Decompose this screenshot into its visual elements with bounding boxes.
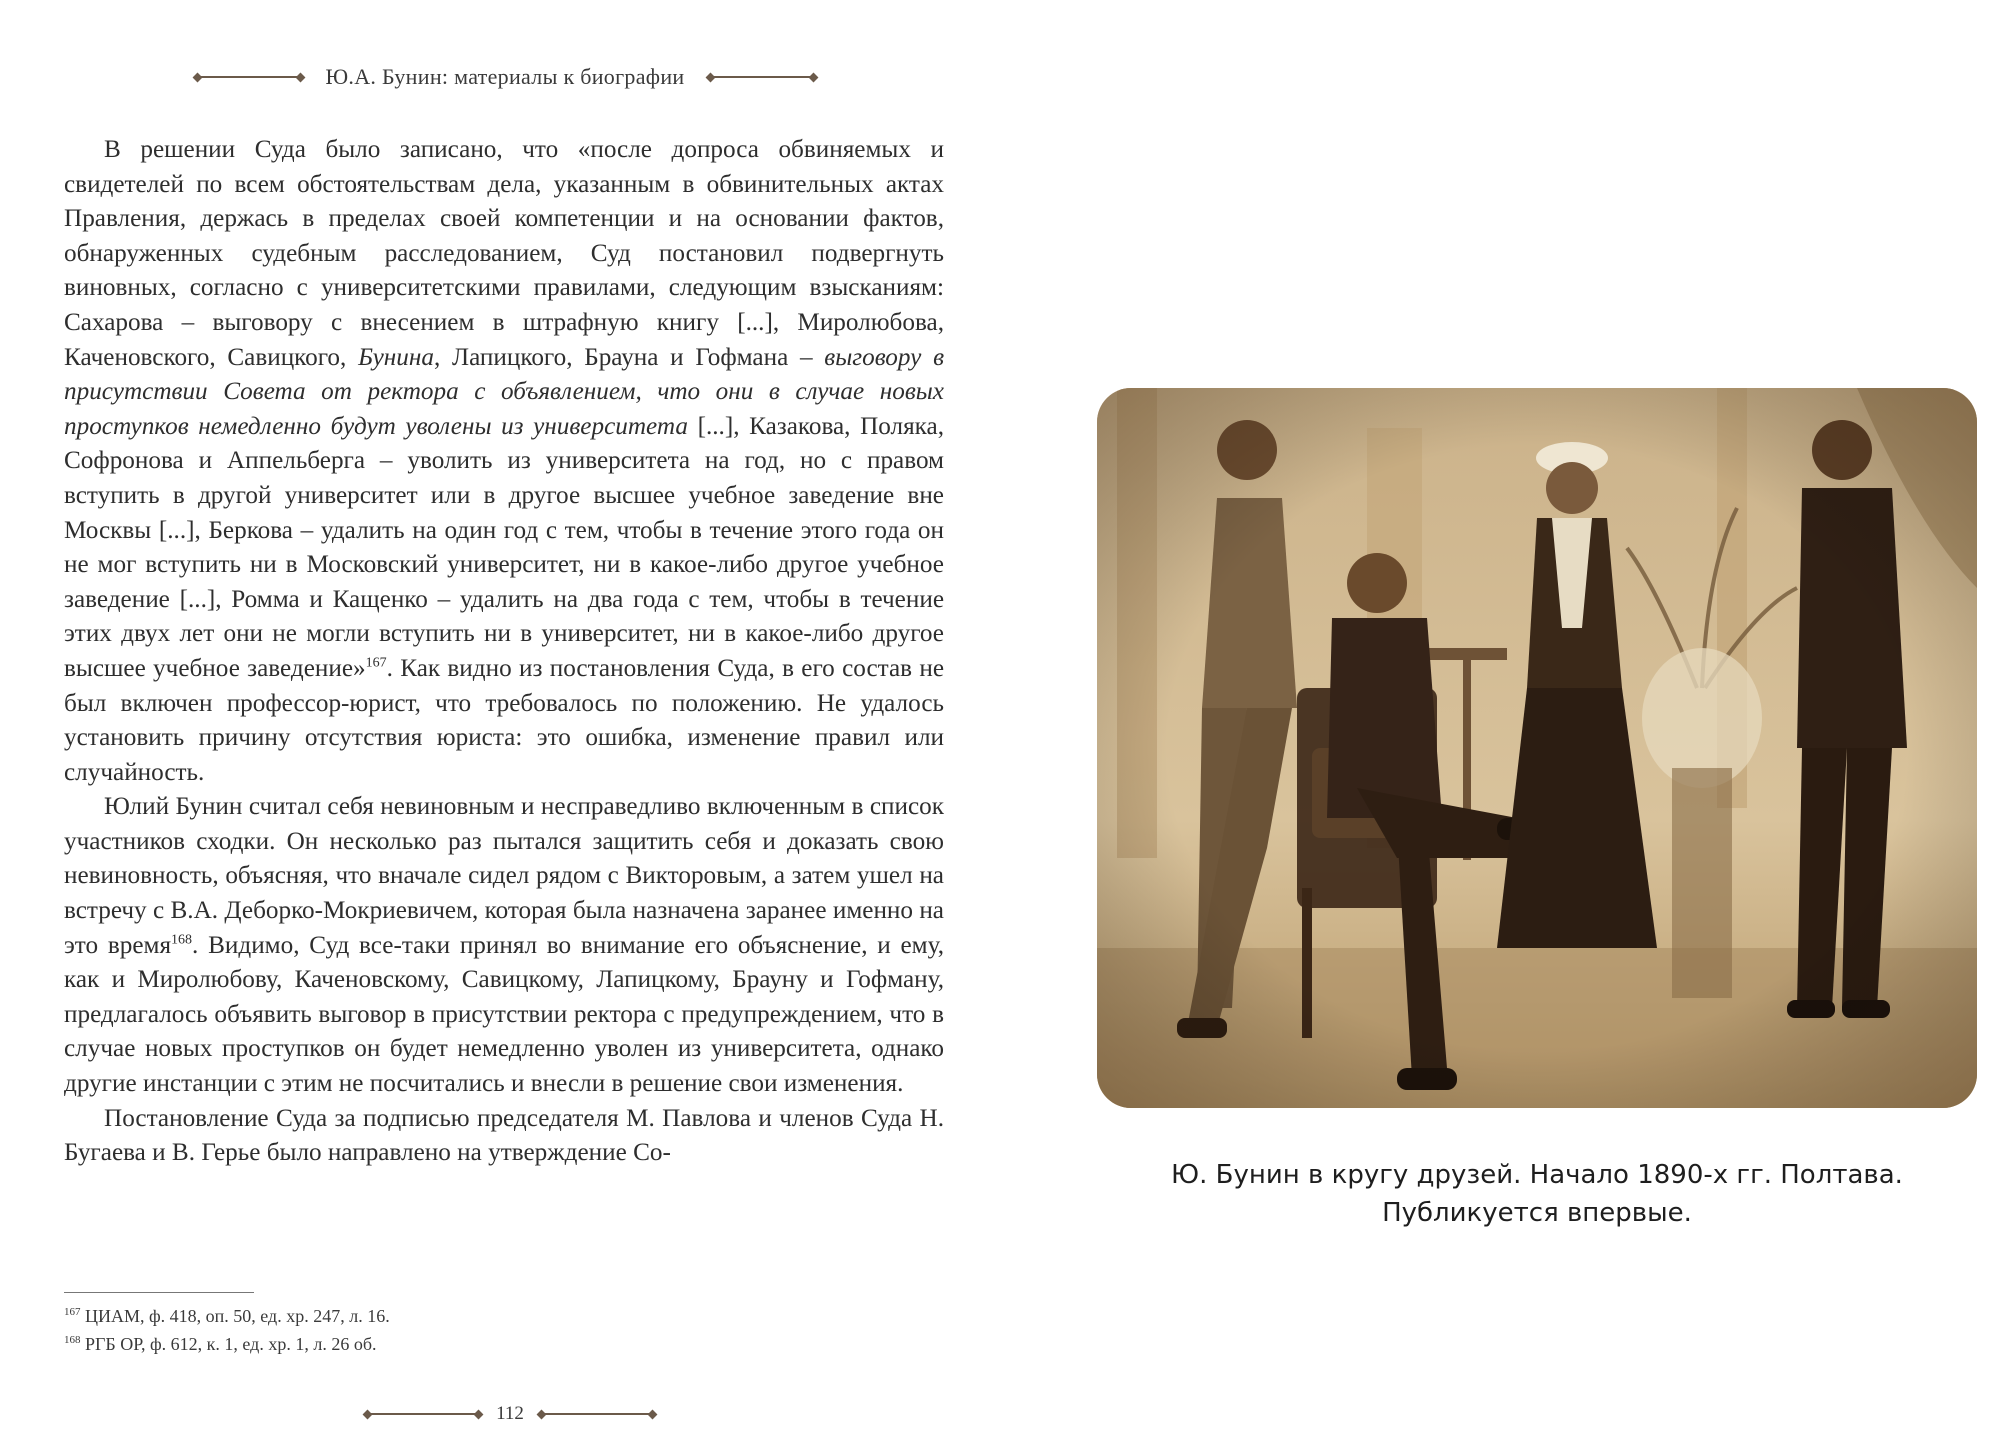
paragraph-1-text-d: . Как видно из постановления Суда, в его состав не был включен профессор-юрист, что требовалось по положению. Не удалось установить причину отсутствия юриста: это ошибка, изменение правил или случайность. [64, 654, 944, 786]
paragraph-2 [64, 790, 944, 1101]
page-number-text: 112 [496, 1403, 524, 1424]
running-header-title: Ю.А. Бунин: материалы к биографии [325, 64, 685, 89]
group-photograph [1097, 388, 1977, 1108]
caption-line-1: Ю. Бунин в кругу друзей. Начало 1890-х гг. Полтава. [1171, 1160, 1903, 1190]
running-header [170, 64, 840, 90]
page-number [350, 1403, 670, 1425]
paragraph-2-text-a: Юлий Бунин считал себя невиновным и несправедливо включенным в список участников сходки. Он несколько раз пытался защитить себя и доказать свою невиновность, объясняя, что вначале сидел рядом с Викторовым, а затем ушел на встречу с В.А. Деборко-Мокриевичем, которая была назначена заранее именно на это время [64, 793, 944, 959]
footnote-ref-167[interactable]: 167 [365, 655, 387, 671]
footnote-text: РГБ ОР, ф. 612, к. 1, ед. хр. 1, л. 26 об. [80, 1334, 377, 1354]
paragraph-2-text-b: . Видимо, Суд все-таки принял во внимание его объяснение, и ему, как и Миролюбову, Каченовскому, Савицкому, Лапицкому, Брауну и Гофману, предлагалось объявить выговор в присутствии ректора с предупреждением, что в случае новых проступков он будет немедленно уволен из университета, однако другие инстанции с этим не посчитались и внесли в решение свои изменения. [64, 931, 944, 1098]
paragraph-1-text-a: В решении Суда было записано, что «после допроса обвиняемых и свидетелей по всем обстоятельствам дела, указанным в обвинительных актах Правления, держась в пределах своей компетенции и на основании фактов, обнаруженных судебным расследованием, Суд постановил подвергнуть виновных, согласно с университетскими правилами, следующим взысканиям: Сахарова – выговору с внесением в штрафную книгу [...], Миролюбова, Каченовского, Савицкого, [64, 136, 944, 371]
footnote-ref-168[interactable]: 168 [171, 932, 193, 948]
paragraph-3: Постановление Суда за подписью председателя М. Павлова и членов Суда Н. Бугаева и В. Герье было направлено на утверждение Со- [64, 1104, 944, 1167]
body-text [64, 133, 944, 1171]
footnote-168 [64, 1330, 944, 1358]
photo-caption [1097, 1156, 1977, 1232]
photo-illustration [1097, 388, 1977, 1108]
footnote-divider [64, 1292, 254, 1293]
paragraph-1-text-b: , Лапицкого, Брауна и Гофмана – [433, 343, 825, 371]
footnote-167 [64, 1302, 944, 1330]
paragraph-1 [64, 133, 944, 790]
folio-ornament-left [364, 1409, 482, 1419]
footnote-number: 167 [64, 1306, 81, 1318]
paragraph-1-italic-phrase: выговору в присутствии Совета от ректора с объявлением, что они в случае новых проступков немедленно будут уволены из университета [64, 343, 945, 440]
header-ornament-right [707, 72, 817, 82]
paragraph-1-text-c: [...], Казакова, Поляка, Софронова и Аппельберга – уволить из университета на год, но с правом вступить в другой университет или в другое высшее учебное заведение вне Москвы [...], Беркова – удалить на один год с тем, чтобы в течение этого года он не мог вступить ни в Московский университет, ни в какое-либо другое учебное заведение [...], Ромма и Кащенко – удалить на два года с тем, чтобы в течение этих двух лет они не могли вступить ни в университет, ни в какое-либо другое высшее учебное заведение» [64, 412, 945, 682]
header-ornament-left [194, 72, 304, 82]
right-page [1000, 0, 2000, 1440]
footnote-number: 168 [64, 1334, 81, 1346]
footnote-text: ЦИАМ, ф. 418, оп. 50, ед. хр. 247, л. 16. [80, 1306, 390, 1326]
caption-line-2: Публикуется впервые. [1382, 1198, 1692, 1228]
footnotes [64, 1302, 944, 1358]
folio-ornament-right [538, 1409, 656, 1419]
paragraph-1-italic-name: Бунина [358, 343, 434, 371]
